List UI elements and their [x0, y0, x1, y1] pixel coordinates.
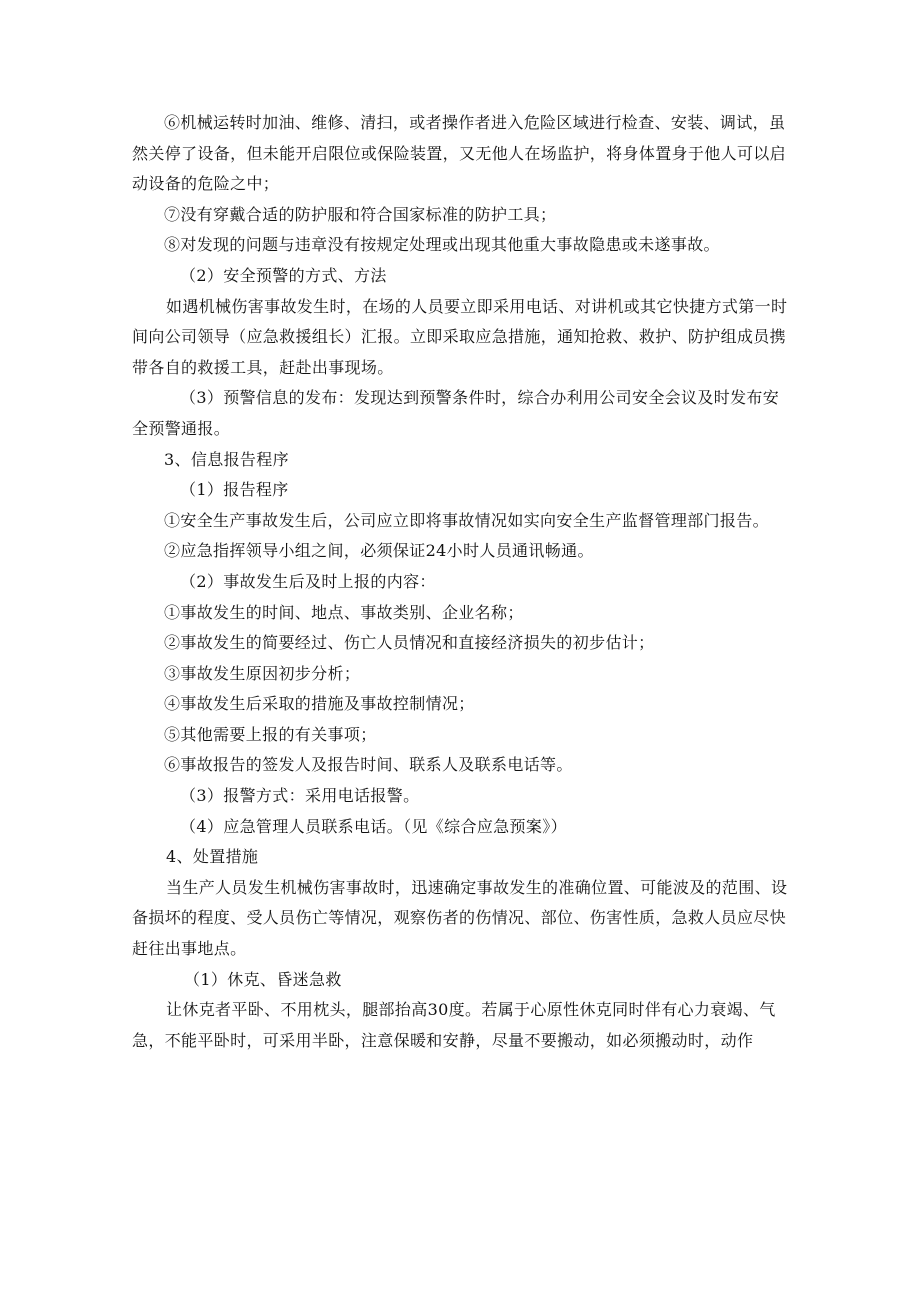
list-item: ④事故发生后采取的措施及事故控制情况； [164, 694, 475, 714]
list-item: ③事故发生原因初步分析； [164, 663, 361, 683]
subsection-heading: （3）报警方式：采用电话报警。 [180, 786, 420, 806]
paragraph: ⑧对发现的问题与违章没有按规定处理或出现其他重大事故隐患或未遂事故。 [164, 235, 720, 255]
list-item: ①安全生产事故发生后，公司应立即将事故情况如实向安全生产监督管理部门报告。 [164, 510, 769, 530]
list-item: ⑤其他需要上报的有关事项； [164, 724, 377, 744]
document-body [132, 108, 792, 1056]
subsection-heading: （2）事故发生后及时上报的内容： [180, 571, 436, 591]
subsection-heading: （1）报告程序 [180, 480, 289, 500]
list-item: ⑥事故报告的签发人及报告时间、联系人及联系电话等。 [164, 755, 573, 775]
paragraph: 当生产人员发生机械伤害事故时，迅速确定事故发生的准确位置、可能波及的范围、设备损坏的程度、受人员伤亡等情况，观察伤者的伤情况、部位、伤害性质，急救人员应尽快赶往出事地点。 [132, 877, 788, 959]
paragraph: ⑦没有穿戴合适的防护服和符合国家标准的防护工具； [164, 204, 557, 224]
section-heading: 3、信息报告程序 [164, 449, 289, 469]
list-item: ②事故发生的简要经过、伤亡人员情况和直接经济损失的初步估计； [164, 633, 655, 653]
paragraph: ⑥机械运转时加油、维修、清扫，或者操作者进入危险区域进行检查、安装、调试，虽然关停了设备，但未能开启限位或保险装置，又无他人在场监护，将身体置身于他人可以启动设备的危险之中； [132, 113, 787, 194]
subsection-heading: （4）应急管理人员联系电话。（见《综合应急预案》） [180, 816, 567, 836]
subsection-heading: （1）休克、昏迷急救 [184, 969, 342, 989]
list-item: ①事故发生的时间、地点、事故类别、企业名称； [164, 602, 524, 622]
paragraph: 让休克者平卧、不用枕头，腿部抬高30度。若属于心原性休克同时伴有心力衰竭、气急，不能平卧时，可采用半卧，注意保暖和安静，尽量不要搬动，如必须搬动时，动作 [132, 1000, 776, 1050]
list-item: ②应急指挥领导小组之间，必须保证24小时人员通讯畅通。 [164, 541, 594, 561]
subsection-heading: （2）安全预警的方式、方法 [180, 265, 387, 285]
paragraph: （3）预警信息的发布：发现达到预警条件时，综合办利用公司安全会议及时发布安全预警通报。 [132, 388, 780, 438]
section-heading: 4、处置措施 [166, 847, 259, 867]
paragraph: 如遇机械伤害事故发生时，在场的人员要立即采用电话、对讲机或其它快捷方式第一时间向公司领导（应急救援组长）汇报。立即采取应急措施，通知抢救、救护、防护组成员携带各自的救援工具，赶赴出事现场。 [132, 296, 788, 377]
